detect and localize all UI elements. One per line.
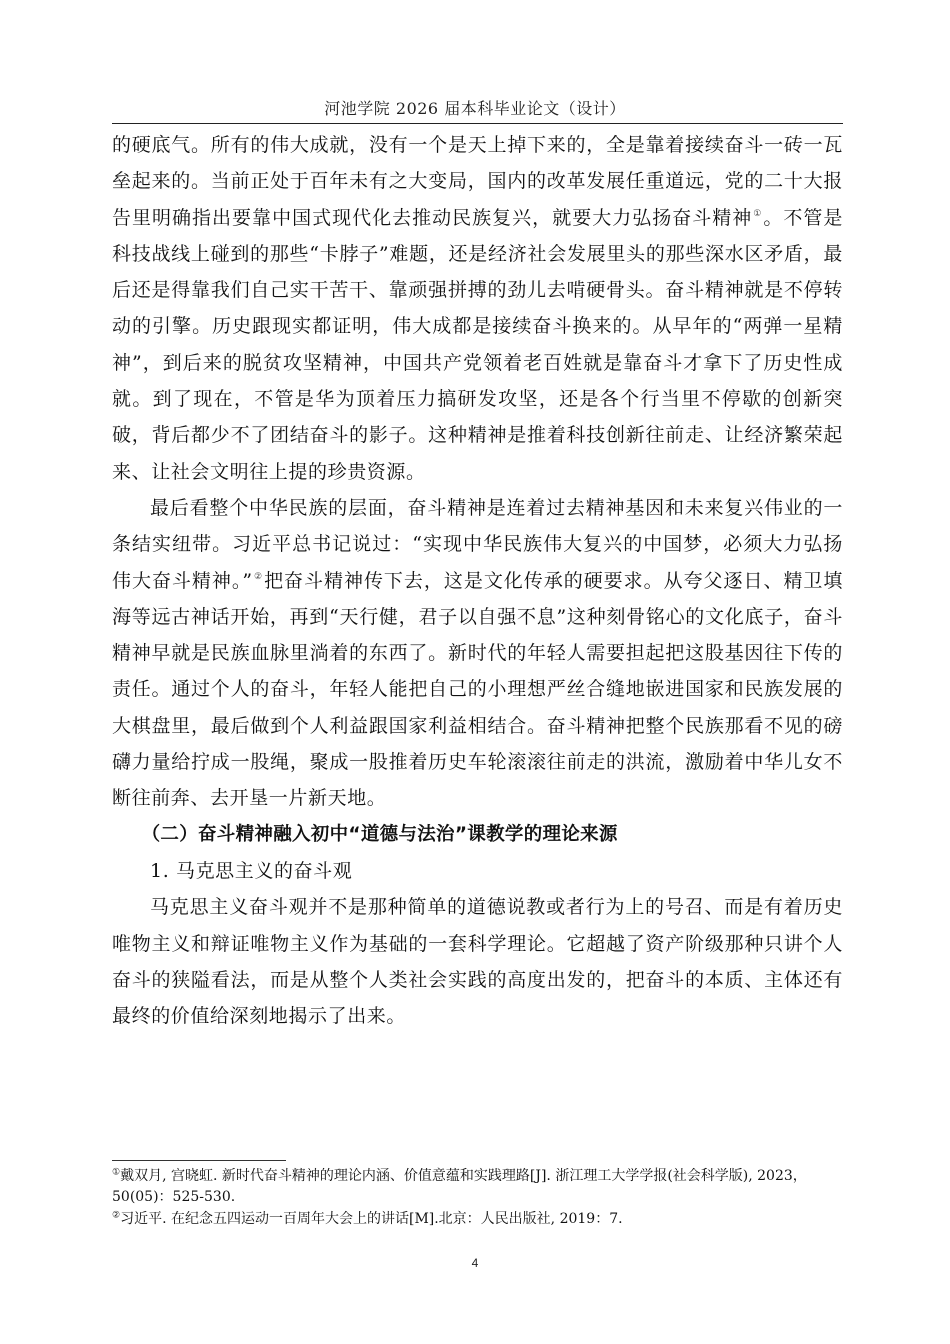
footnote-text: 戴双月, 宫晓虹. 新时代奋斗精神的理论内涵、价值意蕴和实践理路[J]. 浙江理工大学学报(社会科学版), 2023，50(05)：525-530. (112, 1168, 807, 1205)
paragraph-continued (112, 127, 843, 490)
header-rule (112, 123, 843, 124)
paragraph-text: 把奋斗精神传下去，这是文化传承的硬要求。从夸父逐日、精卫填海等远古神话开始，再到“天行健，君子以自强不息”这种刻骨铭心的文化底子，奋斗精神早就是民族血脉里淌着的东西了。新时代的年轻人需要担起把这股基因往下传的责任。通过个人的奋斗，年轻人能把自己的小理想严丝合缝地嵌进国家和民族发展的大棋盘里，最后做到个人利益跟国家利益相结合。奋斗精神把整个民族那看不见的磅礴力量给拧成一股绳，聚成一股推着历史车轮滚滚往前走的洪流，激励着中华儿女不断往前奔、去开垦一片新天地。 (112, 569, 844, 810)
footnote-ref-1: ① (753, 209, 763, 220)
paragraph (112, 490, 843, 817)
paragraph-text: 最后看整个中华民族的层面，奋斗精神是连着过去精神基因和未来复兴伟业的一条结实纽带。习近平总书记说过：“实现中华民族伟大复兴的中国梦，必须大力弘扬伟大奋斗精神。” (112, 496, 843, 592)
footnote-ref-2: ② (253, 572, 264, 583)
page-number: 4 (471, 1256, 479, 1270)
footnote-mark: ① (112, 1167, 121, 1178)
section-heading: （二）奋斗精神融入初中“道德与法治”课教学的理论来源 (141, 823, 618, 845)
paragraph-text: 。不管是科技战线上碰到的那些“卡脖子”难题，还是经济社会发展里头的那些深水区矛盾，最后还是得靠我们自己实干苦干、靠顽强拼搏的劲儿去啃硬骨头。奋斗精神就是不停转动的引擎。历史跟现实都证明，伟大成都是接续奋斗换来的。从早年的“两弹一星精神”，到后来的脱贫攻坚精神，中国共产党领着老百姓就是靠奋斗才拿下了历史性成就。到了现在，不管是华为顶着压力搞研发攻坚，还是各个行当里不停歇的创新突破，背后都少不了团结奋斗的影子。这种精神是推着科技创新往前走、让经济繁荣起来、让社会文明往上提的珍贵资源。 (112, 206, 844, 483)
footnote-mark: ② (112, 1210, 121, 1221)
footnote-item (112, 1166, 843, 1208)
footnote-item (112, 1209, 843, 1230)
header-title: 河池学院 2026 届本科毕业论文（设计） (324, 99, 626, 118)
footnote-text: 习近平. 在纪念五四运动一百周年大会上的讲话[M].北京：人民出版社, 2019：7. (120, 1211, 623, 1227)
main-body (112, 127, 843, 1034)
subsection-heading: 1. 马克思主义的奋斗观 (150, 859, 353, 882)
paragraph: 马克思主义奋斗观并不是那种简单的道德说教或者行为上的号召、而是有着历史唯物主义和辩证唯物主义作为基础的一套科学理论。它超越了资产阶级那种只讲个人奋斗的狭隘看法，而是从整个人类社会实践的高度出发的，把奋斗的本质、主体还有最终的价值给深刻地揭示了出来。 (112, 896, 843, 1028)
footnotes (112, 1166, 843, 1231)
paragraph-text: 的硬底气。所有的伟大成就，没有一个是天上掉下来的，全是靠着接续奋斗一砖一瓦垒起来的。当前正处于百年未有之大变局，国内的改革发展任重道远，党的二十大报告里明确指出要靠中国式现代化去推动民族复兴，就要大力弘扬奋斗精神 (112, 134, 843, 229)
footnote-separator (112, 1160, 286, 1161)
